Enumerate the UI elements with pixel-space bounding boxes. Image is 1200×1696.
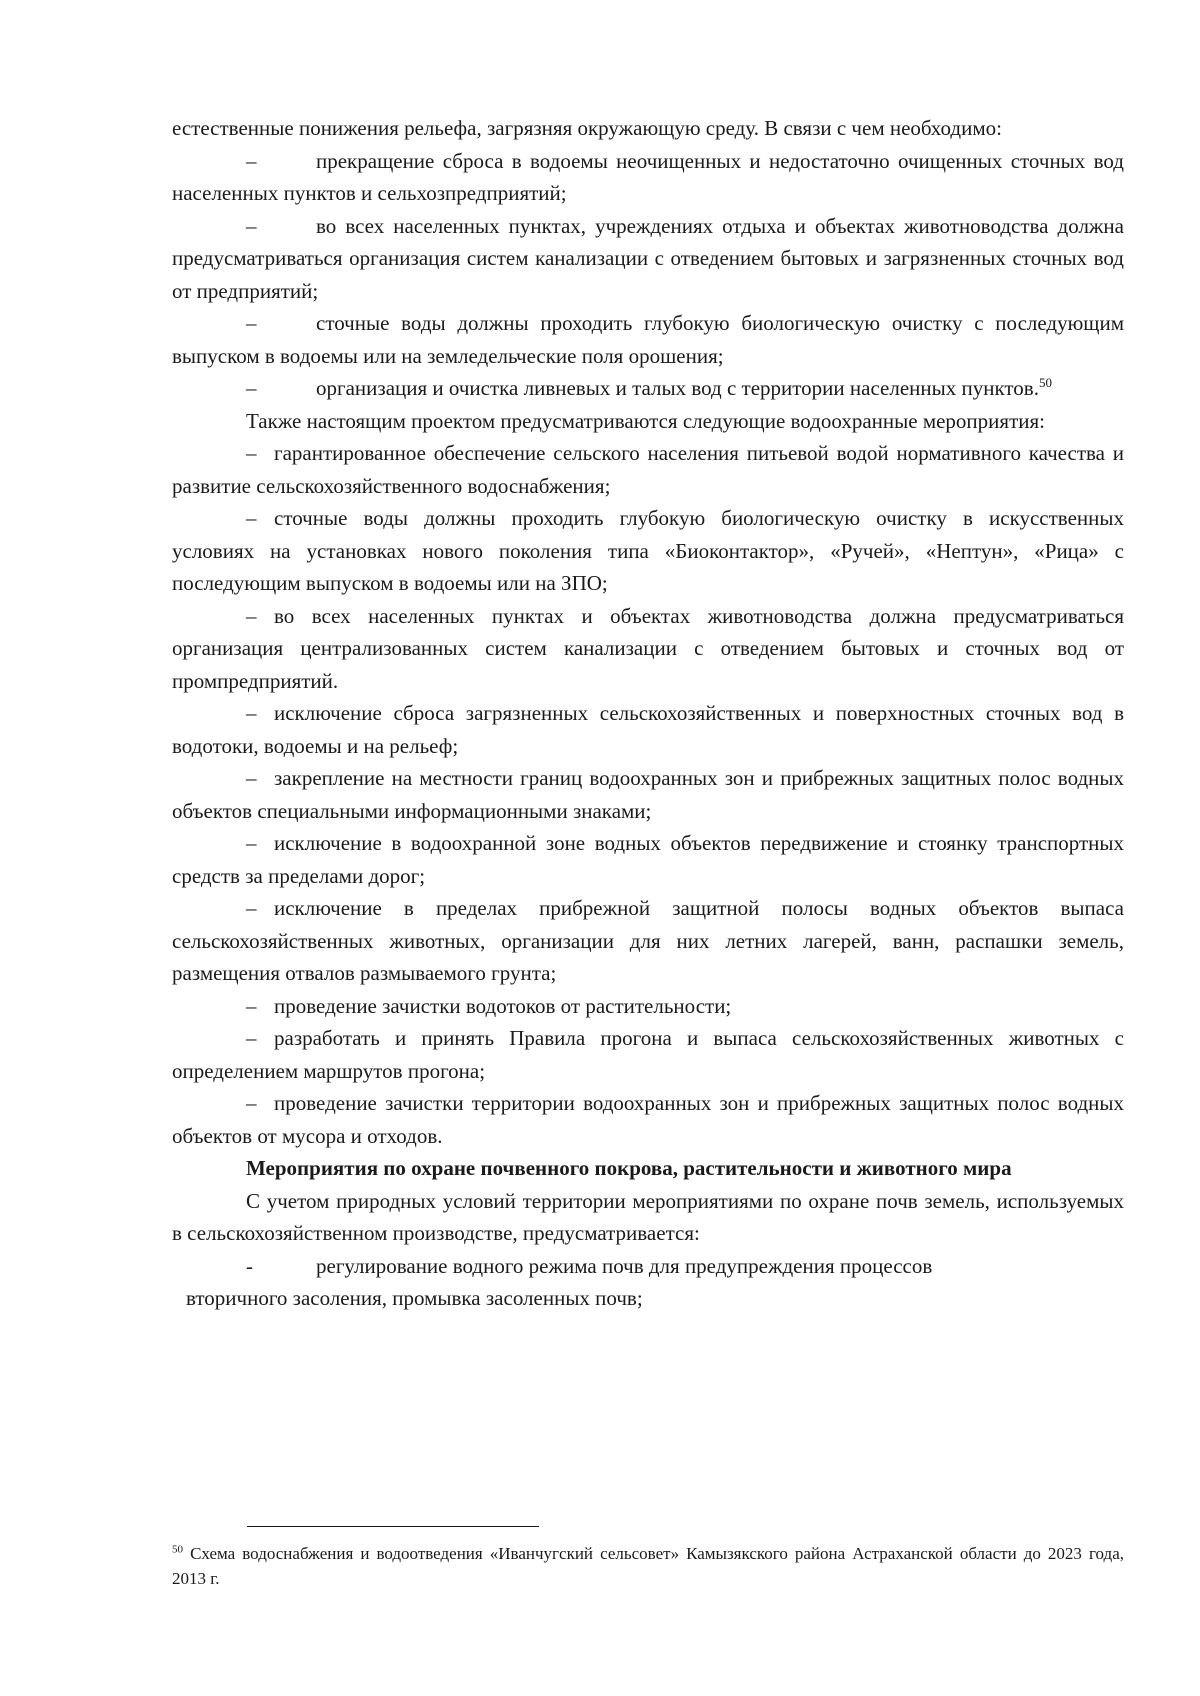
list-dash: –: [246, 148, 257, 173]
list2-item-10: [172, 1087, 1124, 1152]
list-dash: –: [246, 1091, 257, 1115]
list1-item-4: [172, 372, 1124, 405]
list-dash: –: [246, 213, 257, 238]
list2-item-6-text: исключение в водоохранной зоне водных объектов передвижение и стоянку транспортных средств за пределами дорог;: [172, 831, 1124, 888]
list2-item-5: [172, 762, 1124, 827]
footnote-reference[interactable]: 50: [1038, 375, 1052, 390]
list2-item-4-text: исключение сброса загрязненных сельскохозяйственных и поверхностных сточных вод в водотоки, водоемы и на рельеф;: [172, 701, 1124, 758]
footnote-number: 50: [172, 1543, 183, 1556]
list-dash: -: [246, 1253, 253, 1278]
list3-item-1-line2: вторичного засоления, промывка засоленных почв;: [186, 1286, 643, 1310]
list3-item-1: [172, 1250, 1124, 1315]
list2-item-4: [172, 697, 1124, 762]
list-dash: –: [246, 701, 257, 725]
list-dash: –: [246, 311, 257, 335]
list2-item-1: [172, 437, 1124, 502]
list-dash: –: [246, 506, 257, 530]
list-dash: –: [246, 376, 257, 400]
list2-item-6: [172, 827, 1124, 892]
footnote-separator: [247, 1526, 539, 1527]
list2-item-3: [172, 600, 1124, 698]
list1-item-3-text: сточные воды должны проходить глубокую биологическую очистку с последующим выпуском в водоемы или на земледельческие поля орошения;: [172, 311, 1124, 368]
list-dash: –: [246, 441, 257, 465]
list2-item-7-text: исключение в пределах прибрежной защитной полосы водных объектов выпаса сельскохозяйственных животных, организации для них летних лагерей, ванн, распашки земель, размещения отвалов размываемого грунта;: [172, 896, 1124, 985]
list2-item-9-text: разработать и принять Правила прогона и выпаса сельскохозяйственных животных с определением маршрутов прогона;: [172, 1026, 1124, 1083]
paragraph-2: Также настоящим проектом предусматриваются следующие водоохранные мероприятия:: [246, 408, 1045, 433]
list1-item-4-text: организация и очистка ливневых и талых вод с территории населенных пунктов.: [316, 376, 1039, 400]
list-dash: –: [246, 603, 257, 628]
list1-item-1: [172, 145, 1124, 210]
list-dash: –: [246, 993, 257, 1018]
list1-item-2: [172, 210, 1124, 308]
page-content: [172, 112, 1124, 1315]
list2-item-3-text: во всех населенных пунктах и объектах животноводства должна предусматриваться организация централизованных систем канализации с отведением бытовых и сточных вод от промпредприятий.: [172, 603, 1124, 693]
list2-item-8-text: проведение зачистки водотоков от растительности;: [274, 993, 732, 1018]
list2-item-5-text: закрепление на местности границ водоохранных зон и прибрежных защитных полос водных объектов специальными информационными знаками;: [172, 766, 1124, 823]
list2-item-8: [172, 990, 1124, 1023]
list1-item-3: [172, 307, 1124, 372]
list2-item-1-text: гарантированное обеспечение сельского населения питьевой водой нормативного качества и развитие сельскохозяйственного водоснабжения;: [172, 441, 1124, 498]
list2-item-2: [172, 502, 1124, 600]
list2-item-10-text: проведение зачистки территории водоохранных зон и прибрежных защитных полос водных объектов от мусора и отходов.: [172, 1091, 1124, 1148]
paragraph-3: С учетом природных условий территории мероприятиями по охране почв земель, используемых в сельскохозяйственном производстве, предусматривается:: [172, 1188, 1124, 1245]
list2-item-9: [172, 1022, 1124, 1087]
list-dash: –: [246, 1026, 257, 1050]
list-dash: –: [246, 831, 257, 855]
list2-item-7: [172, 892, 1124, 990]
list1-item-1-text: прекращение сброса в водоемы неочищенных и недостаточно очищенных сточных вод населенных пунктов и сельхозпредприятий;: [172, 148, 1124, 205]
intro-paragraph: естественные понижения рельефа, загрязняя окружающую среду. В связи с чем необходимо:: [172, 116, 1002, 140]
list-dash: –: [246, 896, 257, 920]
footnote: [172, 1541, 1124, 1591]
list1-item-2-text: во всех населенных пунктах, учреждениях отдыха и объектах животноводства должна предусматриваться организация систем канализации с отведением бытовых и загрязненных сточных вод от предприятий;: [172, 213, 1124, 303]
list3-item-1-line1: регулирование водного режима почв для предупреждения процессов: [316, 1253, 933, 1278]
list-dash: –: [246, 766, 257, 790]
footnote-text: Схема водоснабжения и водоотведения «Иванчугский сельсовет» Камызякского района Астраханской области до 2023 года, 2013 г.: [172, 1544, 1125, 1588]
list2-item-2-text: сточные воды должны проходить глубокую биологическую очистку в искусственных условиях на установках нового поколения типа «Биоконтактор», «Ручей», «Нептун», «Рица» с последующим выпуском в водоемы или на ЗПО;: [172, 506, 1124, 595]
section-heading: Мероприятия по охране почвенного покрова, растительности и животного мира: [246, 1156, 1012, 1180]
